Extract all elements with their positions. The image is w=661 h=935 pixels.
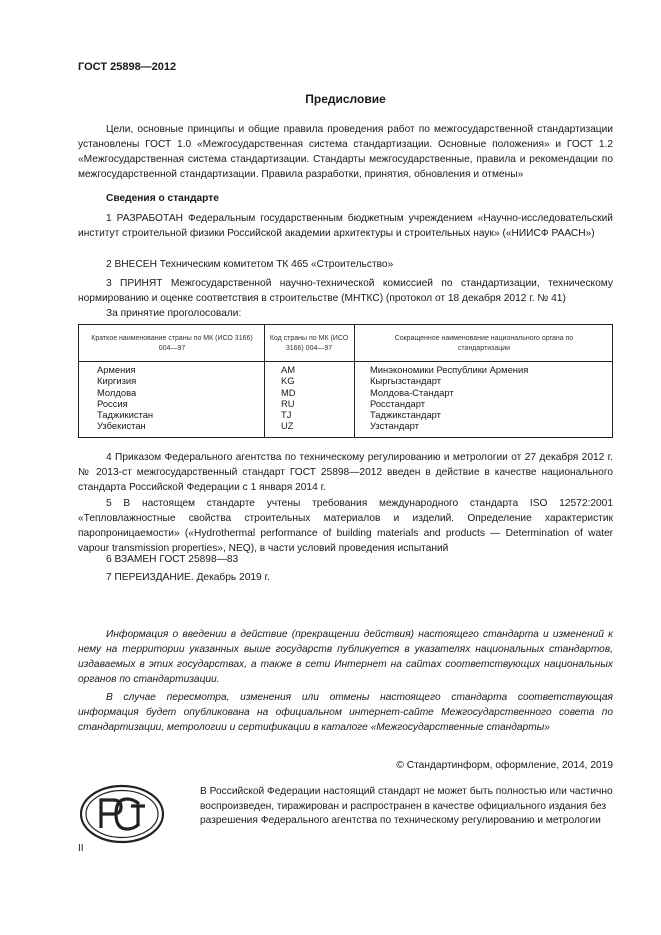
standard-number: ГОСТ 25898—2012 bbox=[78, 61, 177, 73]
table-cell: Армения bbox=[97, 364, 136, 375]
item-5: 5 В настоящем стандарте учтены требования международного стандарта ISO 12572:2001 «Тепловлажностные свойства строительных материалов и изделий. Определение характеристик паропроницаемости» («Hydrothermal performance of building materials and products — Determination of water vapour transmission properties», NEQ), в части условий проведения испытаний bbox=[78, 498, 613, 554]
table-cell: Таджикистан bbox=[97, 409, 154, 421]
header-separator bbox=[79, 361, 612, 362]
country-column bbox=[97, 364, 153, 432]
table-cell: TJ bbox=[281, 409, 292, 421]
table-header-code: Код страны по МК (ИСО 3166) 004—97 bbox=[269, 335, 349, 352]
table-cell: Узбекистан bbox=[97, 420, 146, 432]
table-cell: RU bbox=[281, 397, 295, 409]
table-header-country: Краткое наименование страны по МК (ИСО 3166) 004—97 bbox=[91, 335, 253, 352]
copyright: © Стандартинформ, оформление, 2014, 2019 bbox=[396, 760, 613, 771]
table-cell: AM bbox=[281, 364, 296, 375]
item-1: 1 РАЗРАБОТАН Федеральным государственным бюджетным учреждением «Научно-исследовательский институт строительной физики Российской академии архитектуры и строительных наук» («НИИСФ РААСН») bbox=[78, 213, 613, 239]
code-column bbox=[281, 364, 296, 432]
table-cell: Киргизия bbox=[97, 375, 137, 387]
notice-introduction: Информация о введении в действие (прекращении действия) настоящего стандарта и изменений к нему на территории указанных выше государств публикуется в указателях национальных стандартов, издаваемых в этих государствах, а также в сети Интернет на сайтах соответствующих национальных органов по стандартизации. bbox=[78, 629, 613, 685]
table-cell: Минэкономики Республики Армения bbox=[370, 364, 529, 375]
page-title: Предисловие bbox=[305, 92, 386, 106]
voting-table bbox=[78, 324, 613, 438]
table-header-body: Сокращенное наименование национального органа по стандартизации bbox=[394, 335, 574, 352]
column-divider bbox=[264, 325, 265, 437]
rst-certification-logo-icon bbox=[79, 784, 165, 849]
table-cell: Молдова-Стандарт bbox=[370, 386, 454, 398]
intro-paragraph: Цели, основные принципы и общие правила проведения работ по межгосударственной стандартизации установлены ГОСТ 1.0 «Межгосударственная система стандартизации. Основные положения» и ГОСТ 1.2 «Межгосударственная система стандартизации. Стандарты межгосударственные, правила и рекомендации по межгосударственной стандартизации. Правила разработки, принятия, обновления и отмены» bbox=[78, 124, 613, 180]
table-cell: Таджикстандарт bbox=[370, 409, 441, 421]
info-heading: Сведения о стандарте bbox=[106, 193, 219, 204]
item-3: 3 ПРИНЯТ Межгосударственной научно-технической комиссией по стандартизации, техническому нормированию и оценке соответствия в строительстве (МНТКС) (протокол от 18 декабря 2012 г. № 41) bbox=[78, 278, 613, 304]
body-column bbox=[370, 364, 528, 432]
legal-notice: В Российской Федерации настоящий стандарт не может быть полностью или частично воспроизведен, тиражирован и распространен в качестве официального издания без разрешения Федерального агентства по техническому регулированию и метрологии bbox=[200, 786, 613, 826]
table-cell: MD bbox=[281, 386, 296, 398]
voted-label: За принятие проголосовали: bbox=[106, 308, 242, 319]
table-cell: Узстандарт bbox=[370, 420, 419, 432]
item-2: 2 ВНЕСЕН Техническим комитетом ТК 465 «Строительство» bbox=[106, 259, 394, 270]
table-cell: KG bbox=[281, 375, 295, 387]
item-6: 6 ВЗАМЕН ГОСТ 25898—83 bbox=[106, 554, 239, 565]
item-7: 7 ПЕРЕИЗДАНИЕ. Декабрь 2019 г. bbox=[106, 572, 270, 583]
table-cell: Росстандарт bbox=[370, 397, 425, 409]
notice-revision: В случае пересмотра, изменения или отмены настоящего стандарта соответствующая информация будет опубликована на официальном интернет-сайте Межгосударственного совета по стандартизации, метрологии и сертификации в каталоге «Межгосударственные стандарты» bbox=[78, 692, 613, 733]
table-cell: Россия bbox=[97, 397, 128, 409]
table-cell: Молдова bbox=[97, 386, 137, 398]
column-divider bbox=[354, 325, 355, 437]
page-number: II bbox=[78, 843, 84, 854]
table-cell: UZ bbox=[281, 420, 294, 432]
item-4: 4 Приказом Федерального агентства по техническому регулированию и метрологии от 27 декабря 2012 г. № 2013-ст межгосударственный стандарт ГОСТ 25898—2012 введен в действие в качестве национального стандарта Российской Федерации с 1 января 2014 г. bbox=[78, 452, 613, 493]
table-cell: Кыргызстандарт bbox=[370, 375, 442, 387]
